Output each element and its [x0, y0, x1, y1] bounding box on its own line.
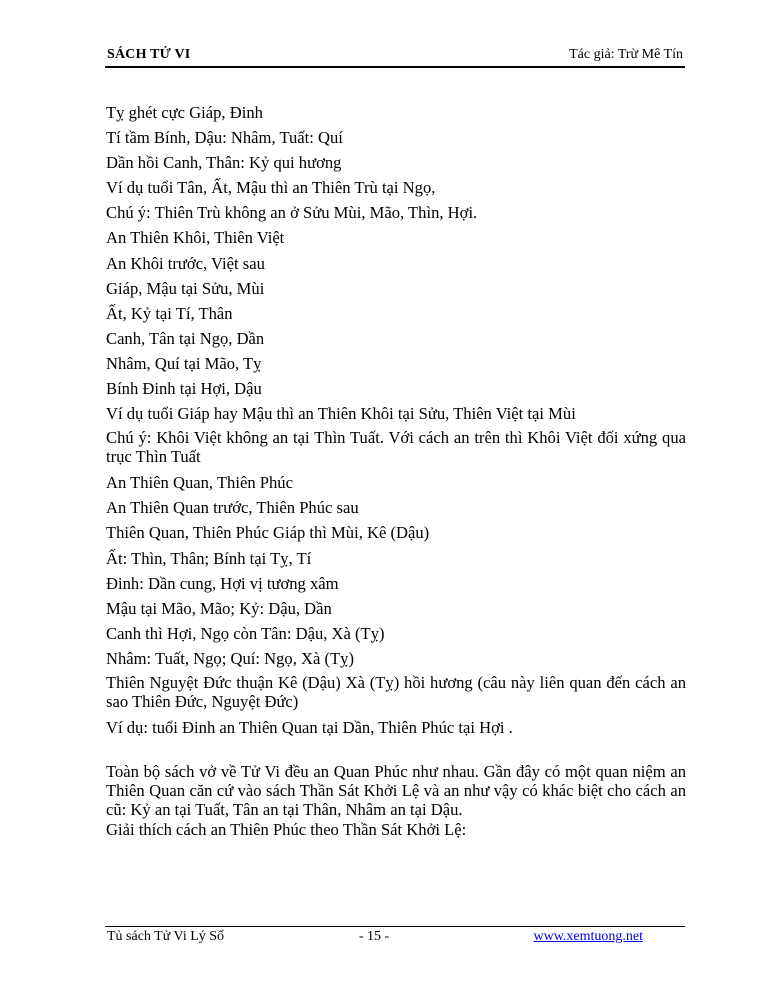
text-line: Đinh: Dần cung, Hợi vị tương xâm [106, 573, 339, 593]
page-header [105, 44, 685, 68]
note-paragraph: Chú ý: Khôi Việt không an tại Thìn Tuất. Với cách an trên thì Khôi Việt đối xứng qua trục Thìn Tuất [106, 428, 686, 467]
paragraph-gap [106, 742, 686, 762]
text-line: Nhâm: Tuất, Ngọ; Quí: Ngọ, Xà (Tỵ) [106, 648, 354, 668]
text-line: Tí tầm Bính, Dậu: Nhâm, Tuất: Quí [106, 128, 343, 148]
text-line: Thiên Quan, Thiên Phúc Giáp thì Mùi, Kê (Dậu) [106, 523, 430, 543]
text-line: Giáp, Mậu tại Sửu, Mùi [106, 278, 265, 298]
text-line: Dần hồi Canh, Thân: Kỷ qui hương [106, 153, 342, 173]
text-line: Bính Đinh tại Hợi, Dậu [106, 379, 262, 399]
book-title: SÁCH TỬ VI [107, 47, 191, 62]
text-line: Nhâm, Quí tại Mão, Tỵ [106, 353, 262, 373]
page-footer [105, 926, 685, 947]
section-heading-quan-phuc: An Thiên Quan, Thiên Phúc [106, 473, 293, 493]
website-link[interactable]: www.xemtuong.net [533, 929, 643, 944]
page-number: - 15 - [358, 929, 390, 944]
example-line: Ví dụ: tuổi Đinh an Thiên Quan tại Dần, Thiên Phúc tại Hợi . [106, 717, 513, 737]
section-heading-khoi-viet: An Thiên Khôi, Thiên Việt [106, 228, 285, 248]
text-line: Ví dụ tuổi Giáp hay Mậu thì an Thiên Khôi tại Sửu, Thiên Việt tại Mùi [106, 404, 576, 424]
verse-paragraph: Thiên Nguyệt Đức thuận Kê (Dậu) Xà (Tỵ) hồi hương (câu này liên quan đến cách an sao Thiên Đức, Nguyệt Đức) [106, 672, 686, 711]
text-line: Chú ý: Thiên Trù không an ở Sửu Mùi, Mão, Thìn, Hợi. [106, 203, 478, 223]
text-line: Ví dụ tuổi Tân, Ất, Mậu thì an Thiên Trù tại Ngọ, [106, 178, 436, 198]
series-label: Tủ sách Tử Vi Lý Số [107, 929, 225, 944]
page-body [106, 102, 686, 844]
text-line: Tỵ ghét cực Giáp, Đinh [106, 103, 263, 122]
text-line: Mậu tại Mão, Mão; Kỷ: Dậu, Dần [106, 598, 332, 618]
explanation-paragraph: Toàn bộ sách vở về Tử Vi đều an Quan Phúc như nhau. Gần đây có một quan niệm an Thiên Quan căn cứ vào sách Thần Sát Khởi Lệ và an như vậy có khác biệt cho cách an cũ: Kỷ an tại Tuất, Tân an tại Thân, Nhâm an tại Dậu. [106, 762, 686, 820]
text-line: Ất, Kỷ tại Tí, Thân [106, 303, 233, 323]
text-line: Giải thích cách an Thiên Phúc theo Thần Sát Khởi Lệ: [106, 820, 467, 840]
text-line: An Khôi trước, Việt sau [106, 253, 265, 273]
text-line: An Thiên Quan trước, Thiên Phúc sau [106, 498, 359, 518]
text-line: Canh thì Hợi, Ngọ còn Tân: Dậu, Xà (Tỵ) [106, 623, 385, 643]
text-line: Canh, Tân tại Ngọ, Dần [106, 328, 265, 348]
author-label: Tác giả: Trừ Mê Tín [569, 47, 683, 62]
text-line: Ất: Thìn, Thân; Bính tại Tỵ, Tí [106, 548, 312, 568]
